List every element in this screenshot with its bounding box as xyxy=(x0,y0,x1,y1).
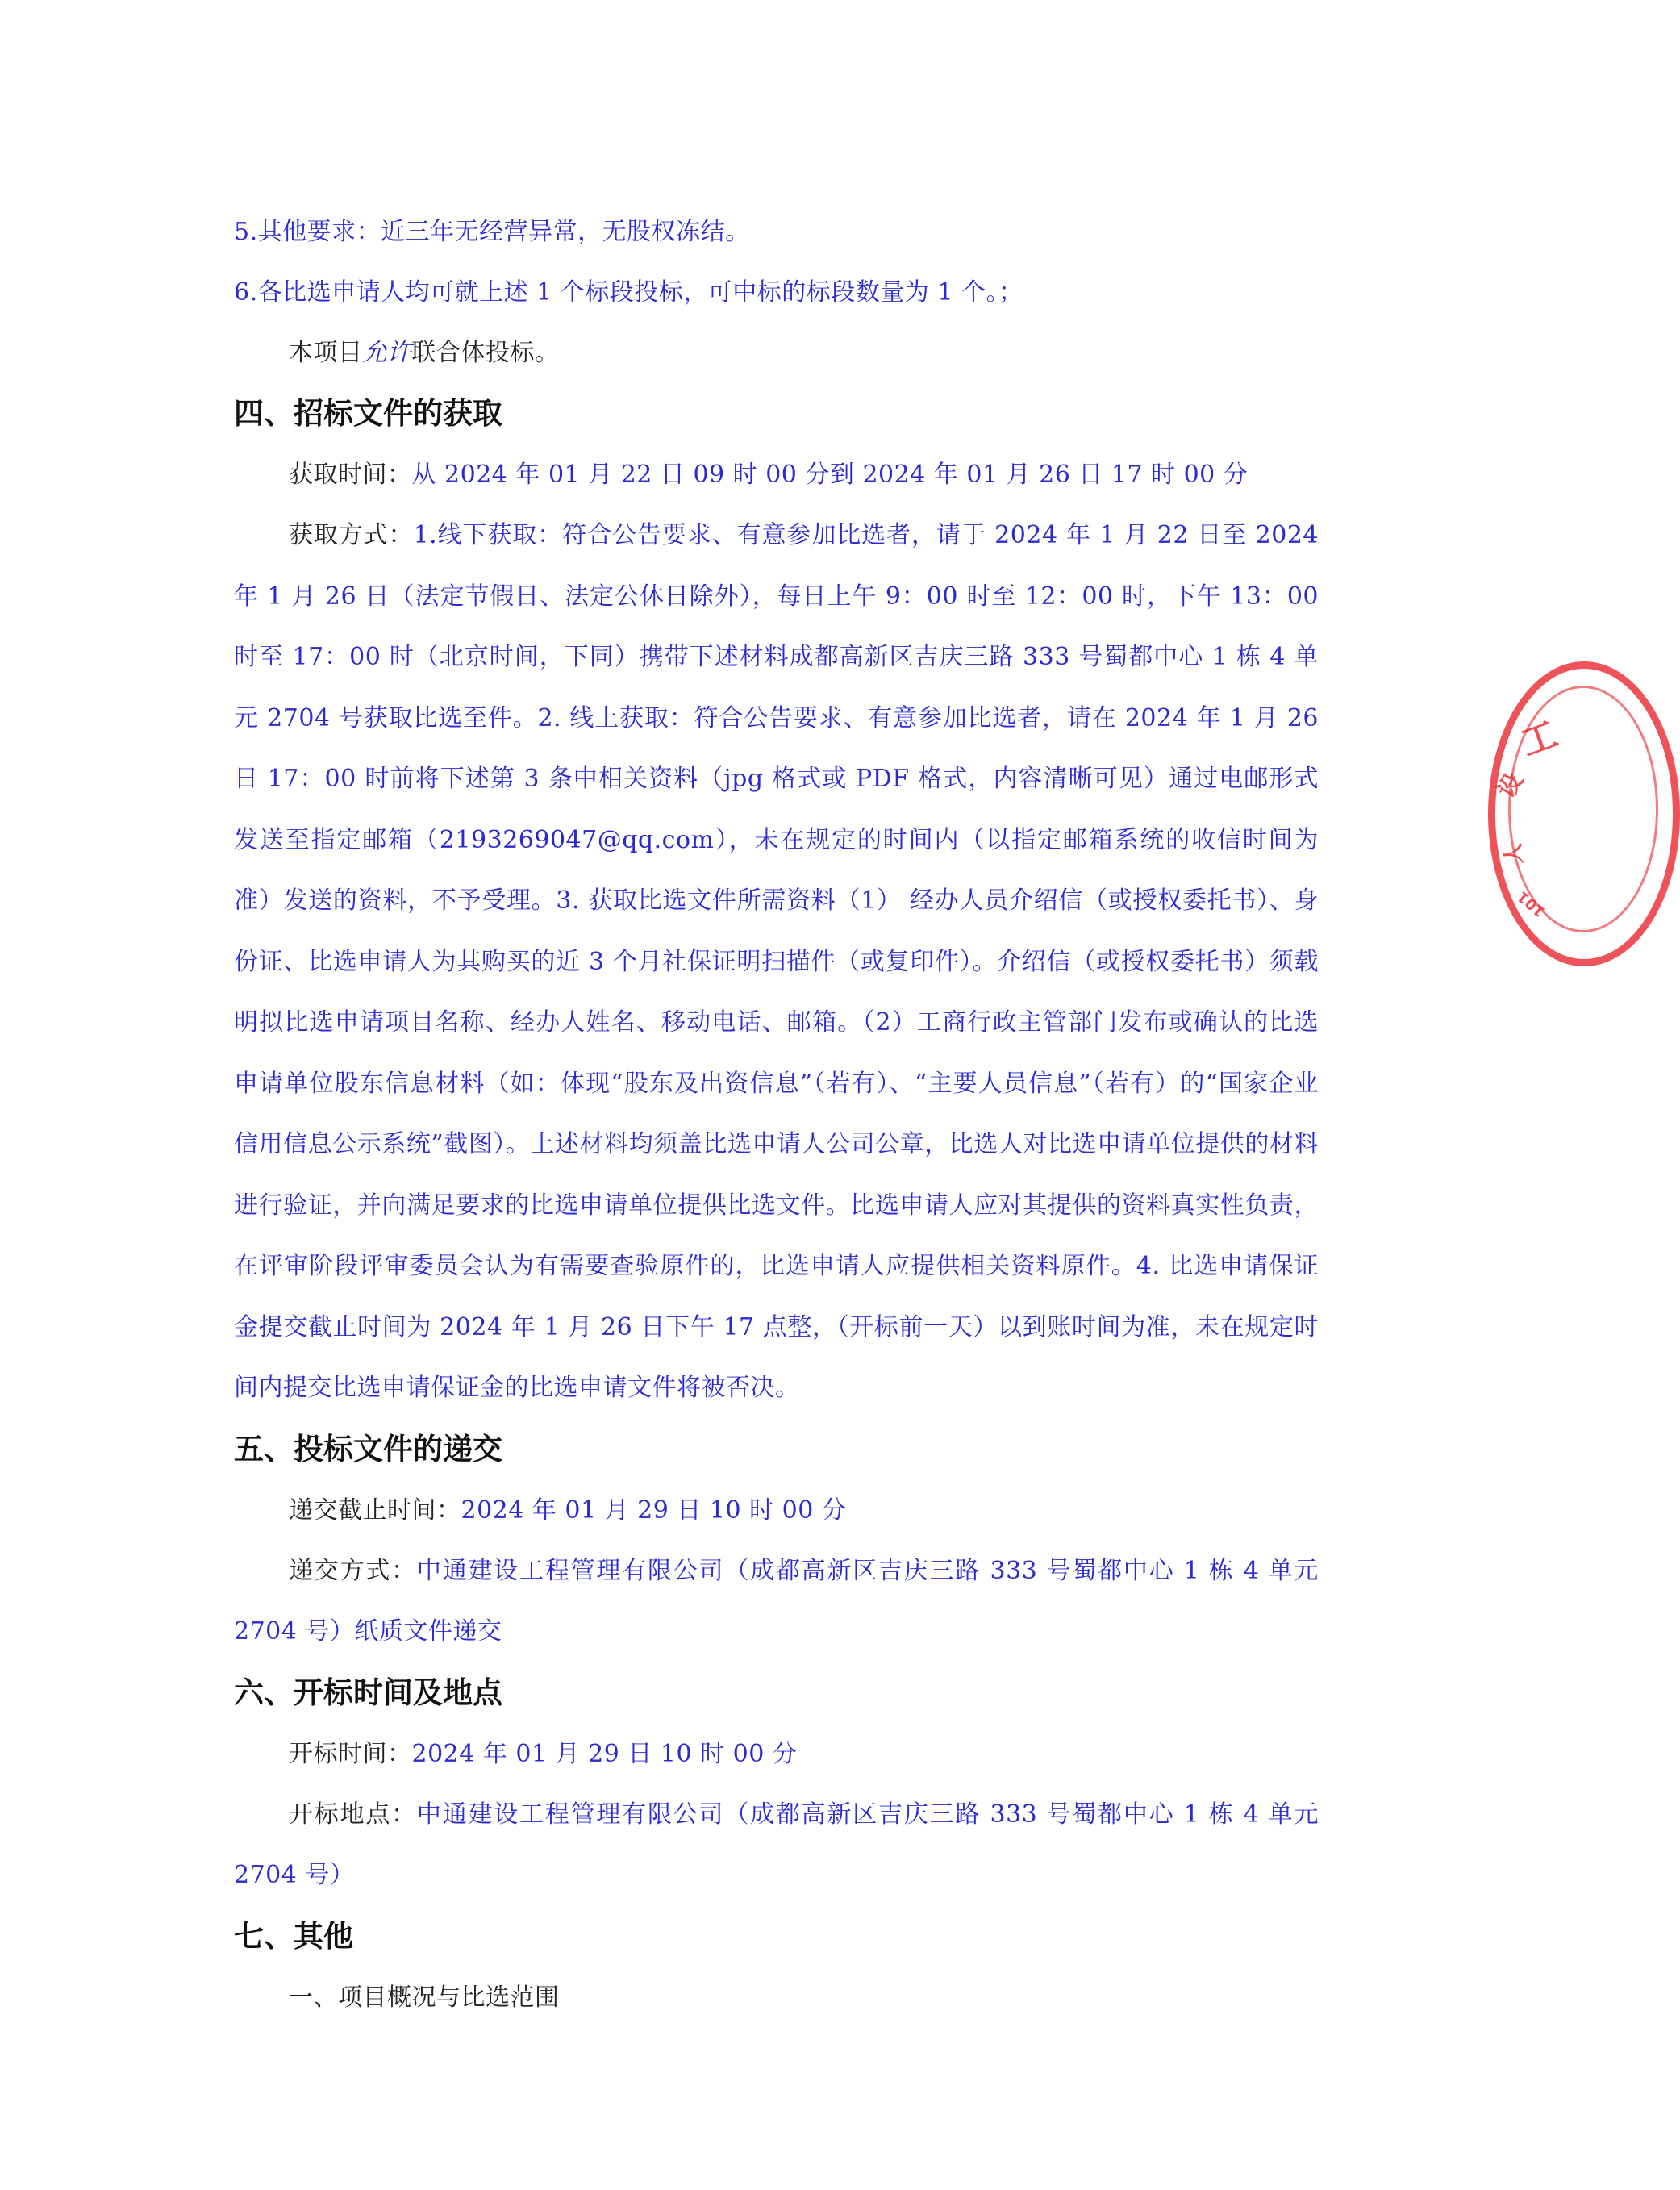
company-seal-glyph: 工 xyxy=(1515,713,1563,765)
acquisition-time xyxy=(234,444,1319,505)
acquisition-time-value: 从 2024 年 01 月 22 日 09 时 00 分到 2024 年 01 月 26 日 17 时 00 分 xyxy=(411,461,1249,489)
acquisition-time-label: 获取时间： xyxy=(289,461,412,489)
project-overview-heading: 一、项目概况与比选范围 xyxy=(289,1983,560,2012)
section-heading-6: 六、开标时间及地点 xyxy=(234,1675,502,1710)
opening-place xyxy=(234,1784,1319,1906)
opening-time xyxy=(234,1724,1319,1784)
requirement-5: 5.其他要求：近三年无经营异常，无股权冻结。 xyxy=(234,218,750,246)
submission-method-label: 递交方式： xyxy=(289,1556,417,1585)
section-heading-5: 五、投标文件的递交 xyxy=(234,1431,502,1466)
opening-place-value: 中通建设工程管理有限公司（成都高新区吉庆三路 333 号蜀都中心 1 栋 4 单元 2704 号） xyxy=(234,1800,1319,1889)
acquisition-method-value: 1.线下获取：符合公告要求、有意参加比选者，请于 2024 年 1 月 22 日至 2024 年 1 月 26 日（法定节假日、法定公休日除外），每日上午 9：00 时至 12：00 时，下午 13：00 时至 17：00 时（北京时间，下同）携带下述材料成都高新区吉庆三路 333 号蜀都中心 1 栋 4 单元 2704 号获取比选至件。2. 线上获取：符合公告要求、有意参加比选者，请在 2024 年 1 月 26 日 17：00 时前将下述第 3 条中相关资料（jpg 格式或 PDF 格式，内容清晰可见）通过电邮形式发送至指定邮箱（2193269047@qq.com），未在规定的时间内（以指定邮箱系统的收信时间为准）发送的资料，不予受理。3. 获取比选文件所需资料（1） 经办人员介绍信（或授权委托书）、身份证、比选申请人为其购买的近 3 个月社保证明扫描件（或复印件）。介绍信（或授权委托书）须载明拟比选申请项目名称、经办人姓名、移动电话、邮箱。（2）工商行政主管部门发布或确认的比选申请单位股东信息材料（如：体现“股东及出资信息”（若有）、“主要人员信息”（若有）的“国家企业信用信息公示系统”截图）。上述材料均须盖比选申请人公司公章，比选人对比选申请单位提供的材料进行验证，并向满足要求的比选申请单位提供比选文件。比选申请人应对其提供的资料真实性负责，在评审阶段评审委员会认为有需要查验原件的，比选申请人应提供相关资料原件。4. 比选申请保证金提交截止时间为 2024 年 1 月 26 日下午 17 点整，（开标前一天）以到账时间为准，未在规定时间内提交比选申请保证金的比选申请文件将被否决。 xyxy=(234,521,1319,1402)
opening-time-value: 2024 年 01 月 29 日 10 时 00 分 xyxy=(411,1739,798,1768)
consortium-note xyxy=(234,323,1319,383)
requirement-6: 6.各比选申请人均可就上述 1 个标段投标，可中标的标段数量为 1 个。； xyxy=(234,278,1023,307)
opening-place-label: 开标地点： xyxy=(289,1800,417,1829)
company-seal-glyph: 人 xyxy=(1501,842,1528,866)
consortium-note-post: 联合体投标。 xyxy=(411,339,560,367)
section-heading-7: 七、其他 xyxy=(234,1918,353,1954)
submission-deadline-value: 2024 年 01 月 29 日 10 时 00 分 xyxy=(461,1495,847,1525)
acquisition-method-label: 获取方式： xyxy=(289,521,414,549)
document-body xyxy=(234,202,1319,2028)
submission-method xyxy=(234,1541,1319,1662)
opening-time-label: 开标时间： xyxy=(289,1739,412,1768)
consortium-note-pre: 本项目 xyxy=(289,339,363,367)
company-seal-glyph: 101 xyxy=(1514,887,1549,920)
section-heading-4: 四、招标文件的获取 xyxy=(234,396,502,431)
submission-deadline-label: 递交截止时间： xyxy=(289,1495,461,1525)
acquisition-method xyxy=(234,505,1319,1419)
consortium-note-emphasis: 允许 xyxy=(362,339,412,367)
submission-deadline xyxy=(234,1480,1319,1541)
submission-method-value: 中通建设工程管理有限公司（成都高新区吉庆三路 333 号蜀都中心 1 栋 4 单元 2704 号）纸质文件递交 xyxy=(234,1556,1319,1646)
company-seal-glyph: 设 xyxy=(1492,768,1529,803)
